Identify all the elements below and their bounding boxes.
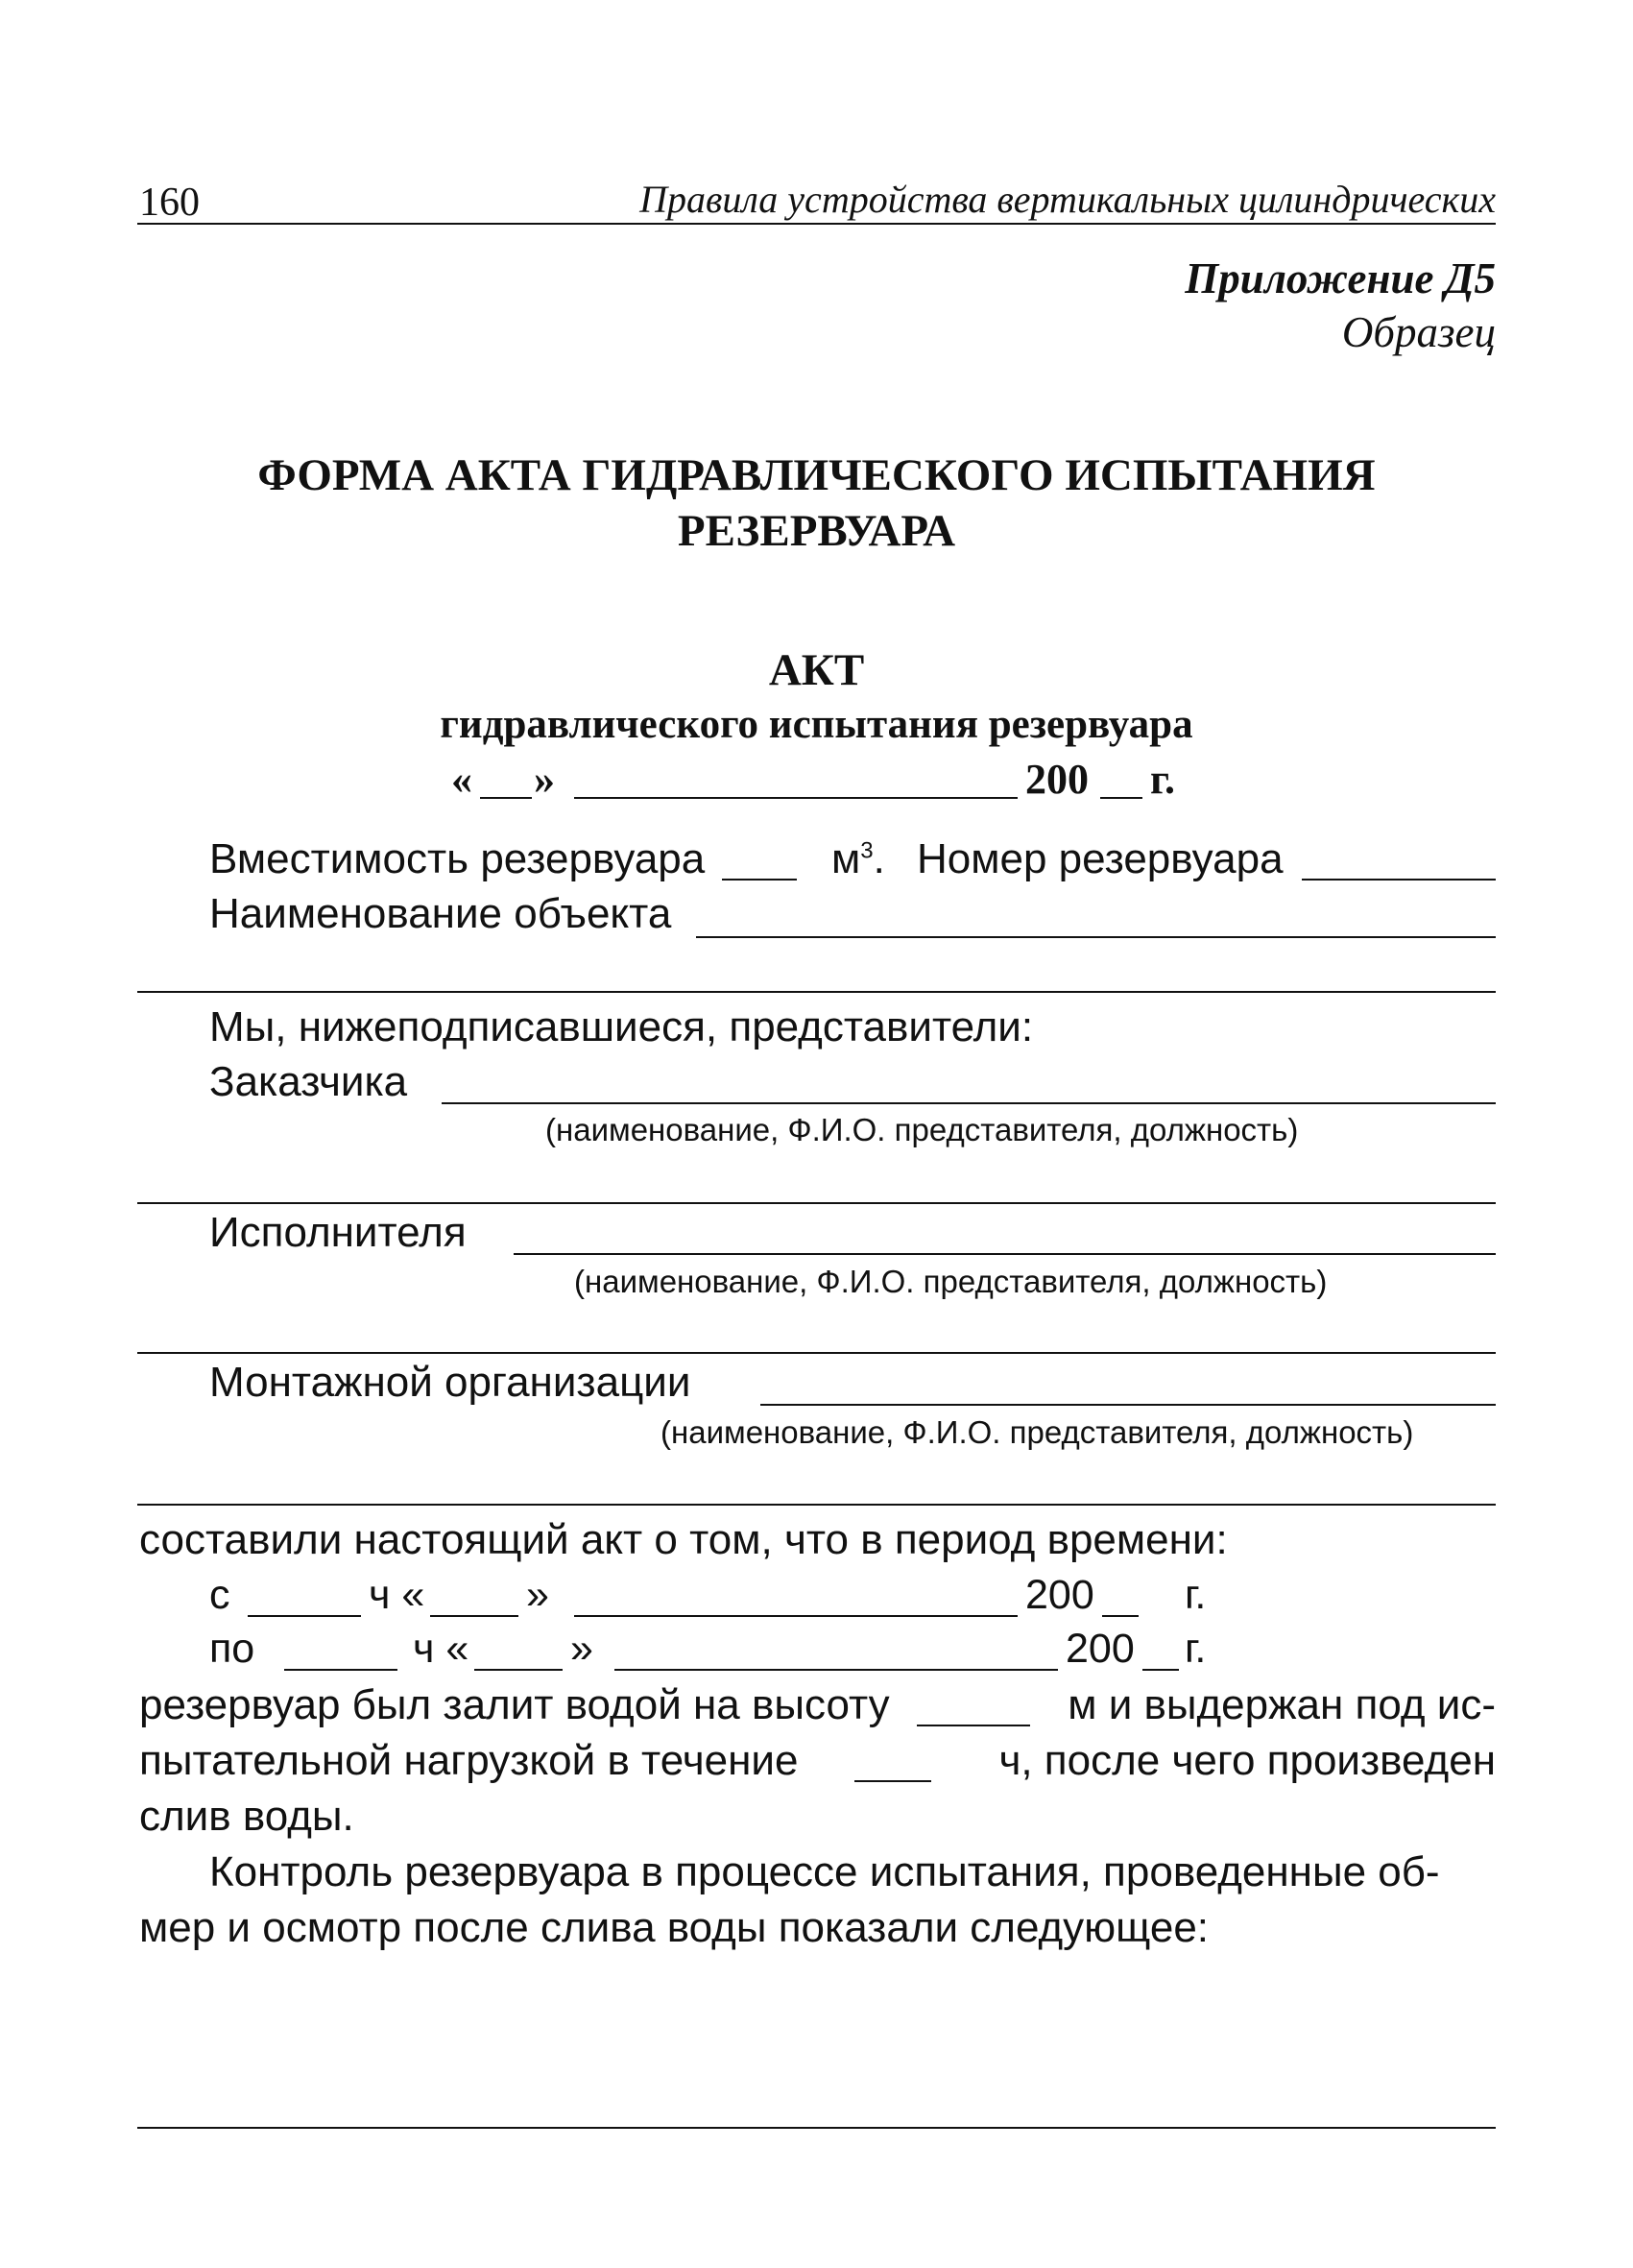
fill-height-text-end: м и выдержан под ис- [1068, 1681, 1496, 1728]
contractor-label: Исполнителя [209, 1209, 467, 1256]
period-from-hour-blank[interactable] [248, 1615, 361, 1617]
contractor-blank[interactable] [514, 1253, 1496, 1255]
load-duration-text: пытательной нагрузкой в течение [139, 1737, 799, 1784]
period-from-year-blank[interactable] [1102, 1615, 1139, 1617]
running-title: Правила устройства вертикальных цилиндрических [639, 178, 1496, 221]
page-number: 160 [139, 181, 200, 225]
load-duration-text-end: ч, после чего произведен [998, 1737, 1496, 1784]
fill-height-blank[interactable] [917, 1725, 1030, 1726]
capacity-unit-dot: . [873, 835, 885, 882]
contractor-hint: (наименование, Ф.И.О. представителя, должность) [574, 1264, 1328, 1299]
period-from-month-blank[interactable] [574, 1615, 1018, 1617]
object-name-continuation-line[interactable] [137, 991, 1496, 993]
installer-hint: (наименование, Ф.И.О. представителя, должность) [660, 1414, 1414, 1450]
act-date-year-suffix: г. [1150, 756, 1176, 803]
capacity-label: Вместимость резервуара [209, 835, 706, 882]
installer-continuation-line[interactable] [137, 1504, 1496, 1506]
period-to-label: по [209, 1626, 255, 1672]
control-results-line[interactable] [137, 2127, 1496, 2129]
capacity-unit-sup: 3 [860, 837, 874, 864]
period-intro: составили настоящий акт о том, что в период времени: [139, 1516, 1228, 1563]
control-text-line2: мер и осмотр после слива воды показали следующее: [139, 1904, 1210, 1951]
capacity-blank[interactable] [722, 879, 797, 881]
form-title-line2: РЕЗЕРВУАРА [677, 506, 956, 556]
period-from-day-blank[interactable] [430, 1615, 518, 1617]
act-subtitle: гидравлического испытания резервуара [440, 702, 1193, 747]
period-to-close-quote: » [570, 1626, 593, 1672]
period-to-year: 200 [1066, 1626, 1135, 1672]
header-rule [137, 223, 1496, 225]
act-date-month-blank[interactable] [574, 797, 1018, 799]
appendix-label: Приложение Д5 [1185, 254, 1496, 302]
capacity-unit-text: м [831, 835, 861, 882]
period-to-year-suffix: г. [1185, 1626, 1207, 1672]
sample-label: Образец [1341, 308, 1496, 356]
customer-label: Заказчика [209, 1058, 408, 1105]
act-date-year-blank[interactable] [1100, 797, 1142, 799]
customer-blank[interactable] [442, 1102, 1496, 1104]
period-to-month-blank[interactable] [614, 1669, 1058, 1671]
object-name-blank[interactable] [696, 936, 1496, 938]
installer-label: Монтажной организации [209, 1359, 691, 1406]
period-to-hour-label: ч « [413, 1626, 469, 1672]
tank-number-label: Номер резервуара [917, 835, 1284, 882]
tank-number-blank[interactable] [1302, 879, 1496, 881]
form-title-line1: ФОРМА АКТА ГИДРАВЛИЧЕСКОГО ИСПЫТАНИЯ [257, 450, 1376, 500]
representatives-intro: Мы, нижеподписавшиеся, представители: [209, 1003, 1034, 1050]
act-date-year: 200 [1025, 756, 1089, 803]
drain-text: слив воды. [139, 1793, 354, 1840]
customer-continuation-line[interactable] [137, 1202, 1496, 1204]
act-date-day-blank[interactable] [480, 797, 532, 799]
act-date-open-quote: « [451, 756, 472, 803]
period-from-year-suffix: г. [1185, 1572, 1207, 1618]
act-date-close-quote: » [534, 756, 555, 803]
period-from-hour-label: ч « [369, 1572, 425, 1618]
period-from-close-quote: » [526, 1572, 549, 1618]
installer-blank[interactable] [760, 1404, 1496, 1406]
period-to-day-blank[interactable] [474, 1669, 563, 1671]
capacity-unit [831, 835, 885, 882]
period-from-year: 200 [1025, 1572, 1094, 1618]
object-name-label: Наименование объекта [209, 890, 672, 937]
period-from-label: с [209, 1572, 230, 1618]
customer-hint: (наименование, Ф.И.О. представителя, должность) [545, 1112, 1299, 1147]
act-title: АКТ [768, 645, 865, 695]
period-to-year-blank[interactable] [1142, 1669, 1179, 1671]
control-text-line1: Контроль резервуара в процессе испытания, проведенные об- [209, 1848, 1440, 1895]
load-duration-blank[interactable] [854, 1780, 931, 1782]
period-to-hour-blank[interactable] [284, 1669, 397, 1671]
contractor-continuation-line[interactable] [137, 1352, 1496, 1354]
fill-height-text: резервуар был залит водой на высоту [139, 1681, 890, 1728]
